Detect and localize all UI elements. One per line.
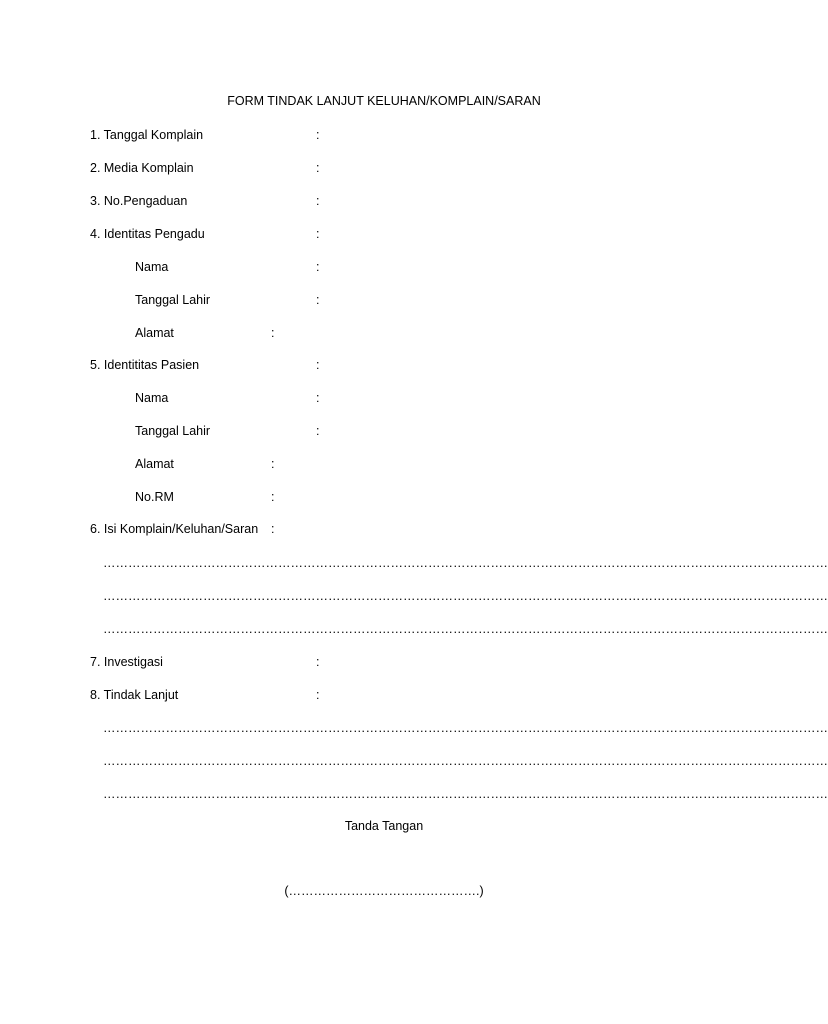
dotted-fill-line: ………………………………………………………………………………………………………………………………………………………… bbox=[103, 556, 828, 570]
field-colon: : bbox=[316, 161, 320, 175]
field-colon: : bbox=[271, 522, 275, 536]
field-label-pasien-no-rm: No.RM bbox=[135, 490, 174, 504]
field-colon: : bbox=[316, 424, 320, 438]
field-colon: : bbox=[316, 194, 320, 208]
field-label-pengadu-alamat: Alamat bbox=[135, 326, 174, 340]
field-colon: : bbox=[316, 391, 320, 405]
dotted-fill-line: ………………………………………………………………………………………………………………………………………………………… bbox=[103, 589, 828, 603]
field-label-investigasi: 7. Investigasi bbox=[90, 655, 163, 669]
field-label-media-komplain: 2. Media Komplain bbox=[90, 161, 194, 175]
signature-line: (……………………………………….) bbox=[284, 884, 484, 898]
field-colon: : bbox=[271, 457, 275, 471]
field-label-isi-komplain: 6. Isi Komplain/Keluhan/Saran bbox=[90, 522, 259, 536]
field-colon: : bbox=[316, 227, 320, 241]
field-label-pengadu-nama: Nama bbox=[135, 260, 169, 274]
field-label-pasien-alamat: Alamat bbox=[135, 457, 174, 471]
field-label-identitas-pengadu: 4. Identitas Pengadu bbox=[90, 227, 205, 241]
field-colon: : bbox=[316, 358, 320, 372]
field-colon: : bbox=[316, 655, 320, 669]
dotted-fill-line: ………………………………………………………………………………………………………………………………………………………… bbox=[103, 721, 828, 735]
field-colon: : bbox=[271, 326, 275, 340]
field-label-tindak-lanjut: 8. Tindak Lanjut bbox=[90, 688, 179, 702]
dotted-fill-line: ………………………………………………………………………………………………………………………………………………………… bbox=[103, 787, 828, 801]
field-colon: : bbox=[316, 688, 320, 702]
field-label-no-pengaduan: 3. No.Pengaduan bbox=[90, 194, 188, 208]
dotted-fill-line: ………………………………………………………………………………………………………………………………………………………… bbox=[103, 754, 828, 768]
field-label-pengadu-tanggal-lahir: Tanggal Lahir bbox=[135, 293, 211, 307]
field-colon: : bbox=[316, 260, 320, 274]
signature-label: Tanda Tangan bbox=[344, 819, 424, 833]
dotted-fill-line: ………………………………………………………………………………………………………………………………………………………… bbox=[103, 622, 828, 636]
field-label-identitas-pasien: 5. Identititas Pasien bbox=[90, 358, 200, 372]
field-colon: : bbox=[316, 128, 320, 142]
field-colon: : bbox=[271, 490, 275, 504]
field-label-tanggal-komplain: 1. Tanggal Komplain bbox=[90, 128, 204, 142]
field-colon: : bbox=[316, 293, 320, 307]
field-label-pasien-nama: Nama bbox=[135, 391, 169, 405]
form-title: FORM TINDAK LANJUT KELUHAN/KOMPLAIN/SARAN bbox=[227, 94, 541, 108]
field-label-pasien-tanggal-lahir: Tanggal Lahir bbox=[135, 424, 211, 438]
